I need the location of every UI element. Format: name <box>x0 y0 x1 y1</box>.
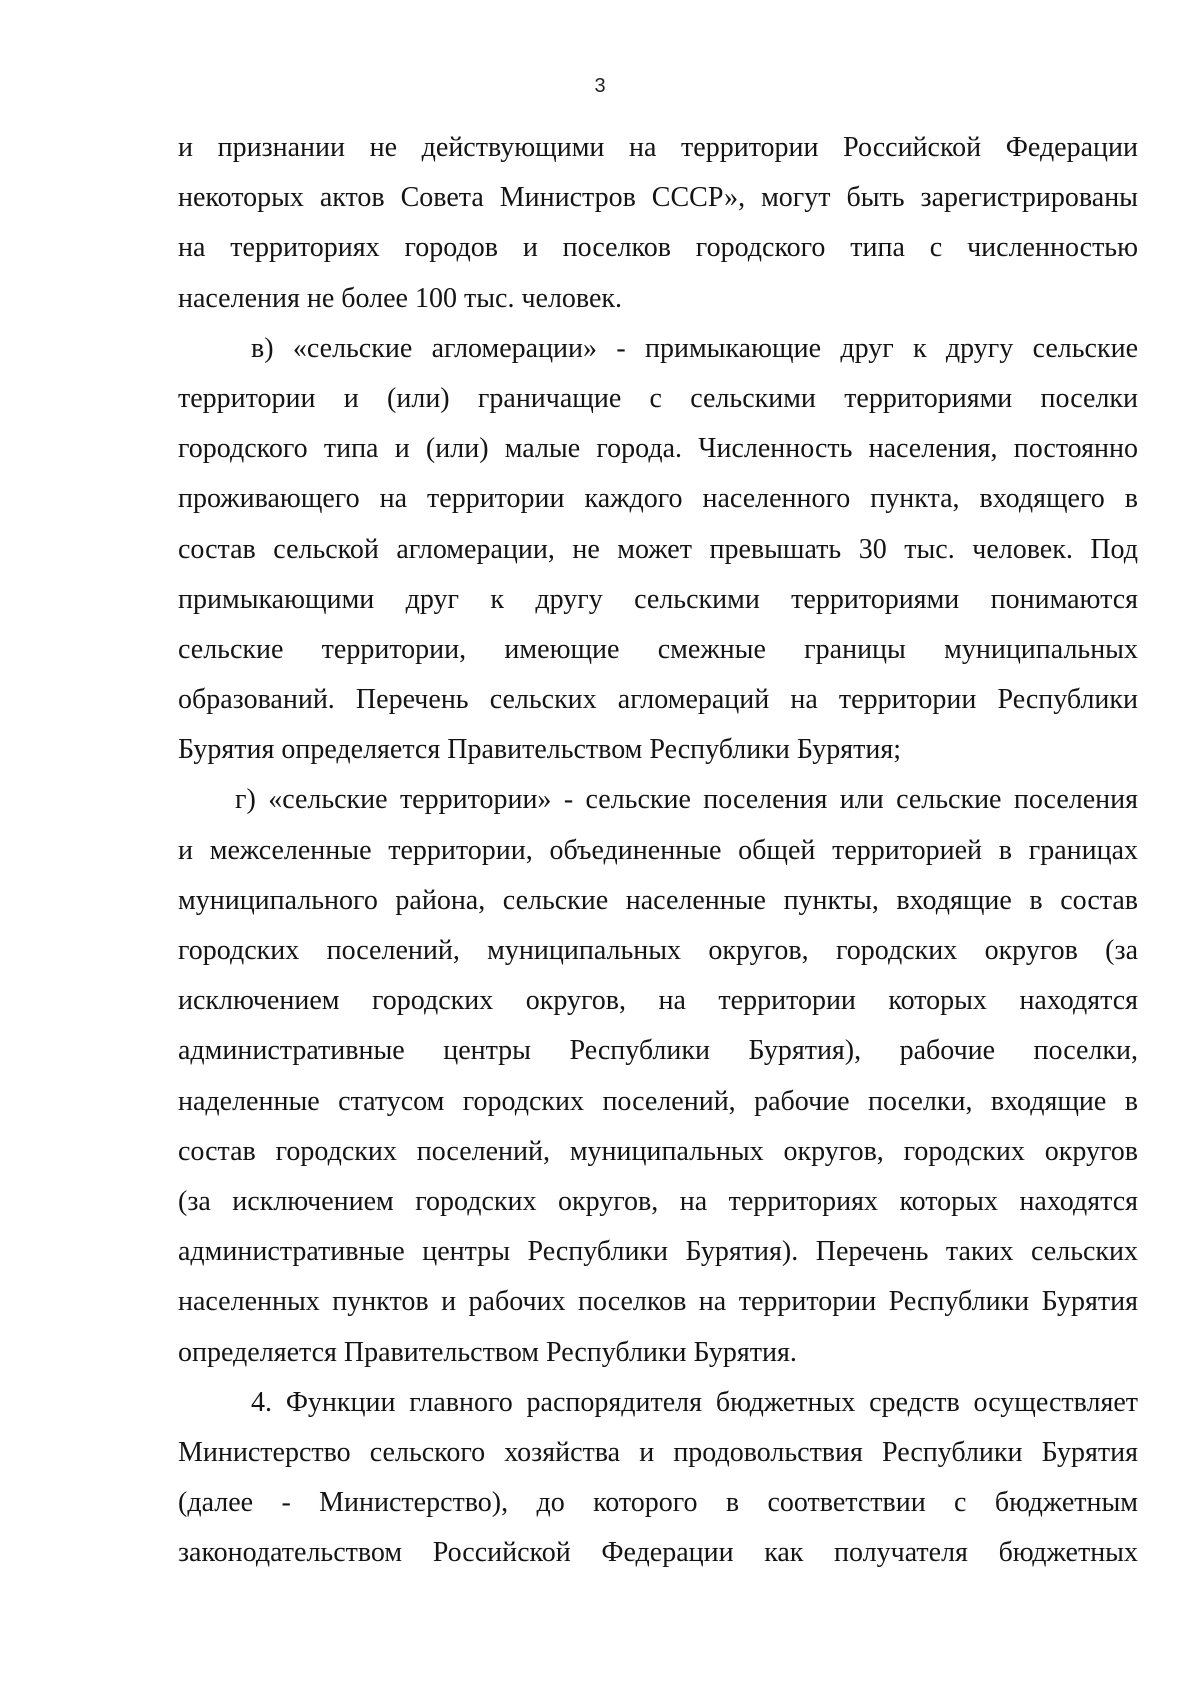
text-line: г) «сельские территории» - сельские поселения или сельские поселения <box>235 784 1138 816</box>
text-line: на территориях городов и поселков городского типа с численностью <box>178 232 1138 264</box>
text-line: территории и (или) граничащие с сельскими территориями поселки <box>178 382 1138 414</box>
text-line: городского типа и (или) малые города. Численность населения, постоянно <box>178 433 1138 465</box>
text-line: проживающего на территории каждого населенного пункта, входящего в <box>178 483 1138 515</box>
paragraph-item-v <box>178 324 1138 776</box>
text-line: наделенные статусом городских поселений, рабочие поселки, входящие в <box>178 1085 1138 1117</box>
text-line: примыкающими друг к другу сельскими территориями понимаются <box>178 583 1138 615</box>
text-line: муниципального района, сельские населенные пункты, входящие в состав <box>178 884 1138 916</box>
page-number: 3 <box>594 75 606 97</box>
text-line: (за исключением городских округов, на территориях которых находятся <box>178 1185 1138 1217</box>
text-line: (далее - Министерство), до которого в соответствии с бюджетным <box>178 1487 1138 1519</box>
text-line: Министерство сельского хозяйства и продовольствия Республики Бурятия <box>178 1436 1138 1468</box>
paragraph-item-g <box>178 775 1138 1377</box>
text-line: сельские территории, имеющие смежные границы муниципальных <box>178 633 1138 665</box>
document-body <box>178 123 1138 1578</box>
text-line: исключением городских округов, на территории которых находятся <box>178 985 1138 1017</box>
paragraph-item-4 <box>178 1378 1138 1579</box>
text-line: административные центры Республики Бурятия), рабочие поселки, <box>178 1035 1138 1067</box>
text-line: населения не более 100 тыс. человек. <box>178 282 623 314</box>
text-line: состав сельской агломерации, не может превышать 30 тыс. человек. Под <box>178 533 1138 565</box>
text-line: законодательством Российской Федерации как получателя бюджетных <box>178 1537 1138 1569</box>
text-line: в) «сельские агломерации» - примыкающие друг к другу сельские <box>251 332 1138 364</box>
text-line: административные центры Республики Бурятия). Перечень таких сельских <box>178 1236 1138 1268</box>
text-line: 4. Функции главного распорядителя бюджетных средств осуществляет <box>251 1386 1138 1418</box>
text-line: населенных пунктов и рабочих поселков на территории Республики Бурятия <box>178 1286 1138 1318</box>
text-line: и признании не действующими на территории Российской Федерации <box>178 132 1138 163</box>
text-line: городских поселений, муниципальных округов, городских округов (за <box>178 935 1138 966</box>
text-line: состав городских поселений, муниципальных округов, городских округов <box>178 1135 1138 1167</box>
text-line: образований. Перечень сельских агломераций на территории Республики <box>178 684 1138 716</box>
text-line: некоторых актов Совета Министров СССР», могут быть зарегистрированы <box>178 182 1138 214</box>
text-line: определяется Правительством Республики Бурятия. <box>178 1336 797 1368</box>
paragraph-continuation <box>178 123 1138 324</box>
text-line: Бурятия определяется Правительством Республики Бурятия; <box>178 734 901 766</box>
text-line: и межселенные территории, объединенные общей территорией в границах <box>178 834 1138 866</box>
